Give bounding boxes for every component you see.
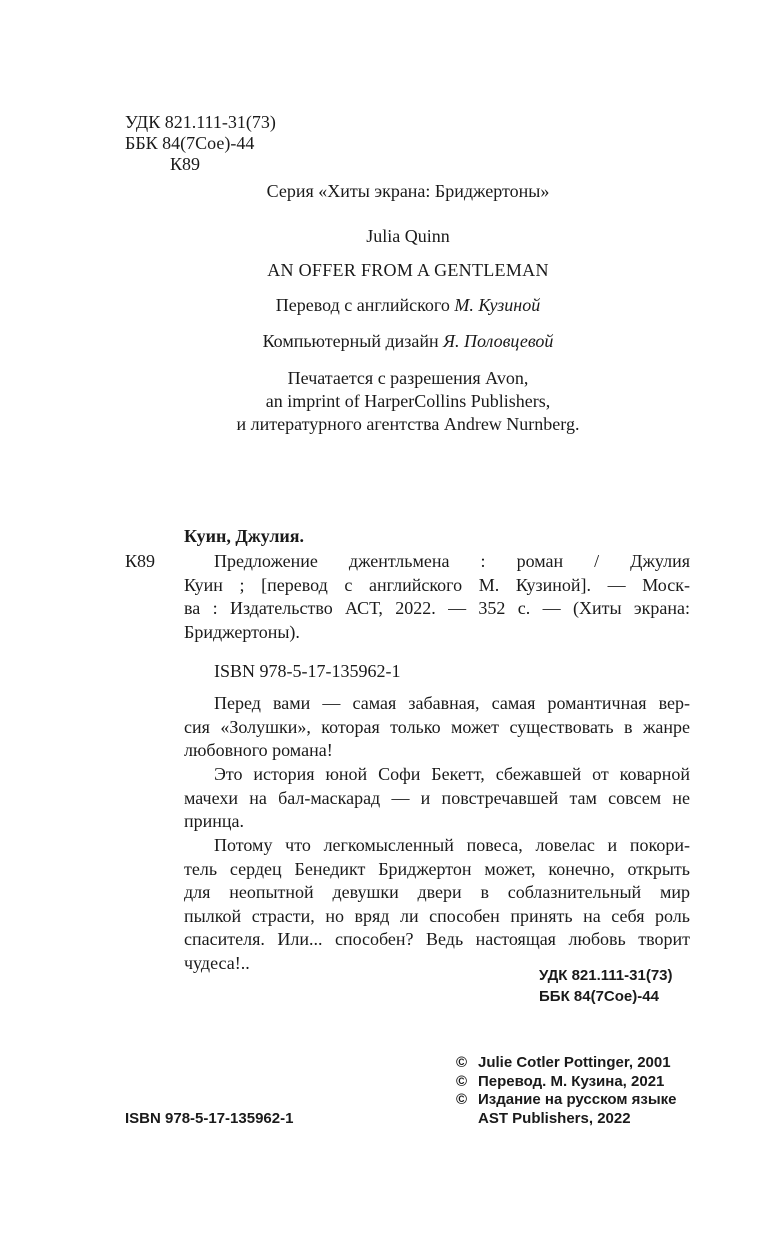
design-credit	[0, 330, 768, 352]
catalog-mark: К89	[125, 551, 156, 571]
annotation-line: любовного романа!	[184, 740, 333, 760]
annotation-line: принца.	[184, 811, 245, 831]
translation-label: Перевод с английского	[275, 295, 450, 315]
copyright-line	[456, 1091, 677, 1110]
catalog-line: Бриджертоны).	[184, 621, 300, 642]
bbk-code: ББК 84(7Сое)-44	[125, 133, 255, 153]
annotation-paragraph-3	[184, 834, 690, 975]
catalog-heading: Куин, Джулия.	[184, 526, 305, 546]
annotation-paragraph-2	[184, 763, 690, 834]
annotation-line: тель сердец Бенедикт Бриджертон может, конечно, открыть	[184, 858, 690, 879]
design-label: Компьютерный дизайн	[262, 331, 439, 351]
catalog-line: Предложение джентльмена : роман / Джулия	[214, 551, 690, 571]
catalog-line: ва : Издательство АСТ, 2022. — 352 с. — (Хиты экрана:	[184, 598, 690, 618]
copyright-symbol: ©	[456, 1054, 468, 1071]
annotation-line: Это история юной Софи Бекетт, сбежавшей от коварной	[214, 764, 690, 784]
series-line: Серия «Хиты экрана: Бриджертоны»	[266, 181, 550, 201]
annotation-line: чудеса!..	[184, 952, 250, 973]
annotation-line: сия «Золушки», которая только может существовать в жанре	[184, 716, 690, 737]
annotation-line: пылкой страсти, но вряд ли способен принять на себя роль	[184, 905, 690, 926]
copyright-text: Перевод. М. Кузина, 2021	[478, 1072, 665, 1090]
copyright-line	[456, 1110, 677, 1129]
copyright-line	[456, 1054, 677, 1073]
translator-name: М. Кузиной	[454, 295, 541, 315]
annotation-line: для неопытной девушки двери в соблазнительный мир	[184, 882, 690, 902]
annotation-line: Перед вами — самая забавная, самая романтичная вер-	[214, 693, 690, 713]
designer-name: Я. Половцевой	[443, 331, 554, 351]
copyright-text: Julie Cotler Pottinger, 2001	[478, 1054, 671, 1071]
copyright-block	[456, 1054, 677, 1128]
footer-bbk-code: ББК 84(7Сое)-44	[539, 988, 659, 1005]
catalog-isbn: ISBN 978-5-17-135962-1	[214, 661, 401, 681]
permission-block	[0, 367, 768, 436]
copyright-line	[456, 1073, 677, 1092]
copyright-symbol: ©	[456, 1091, 468, 1108]
udk-code: УДК 821.111-31(73)	[125, 112, 276, 132]
annotation-line: Потому что легкомысленный повеса, ловелас и покори-	[214, 835, 690, 855]
annotation-line: мачехи на бал-маскарад — и повстречавшей там совсем не	[184, 787, 690, 808]
permission-line: Печатается с разрешения Avon,	[287, 368, 529, 388]
annotation-line: спасителя. Или... способен? Ведь настоящая любовь творит	[184, 929, 690, 949]
permission-line: an imprint of HarperCollins Publishers,	[265, 391, 551, 411]
catalog-description	[184, 550, 690, 644]
catalog-line: Куин ; [перевод с английского М. Кузиной]. — Моск-	[184, 574, 690, 595]
author-mark: К89	[170, 154, 201, 174]
copyright-symbol: ©	[456, 1072, 468, 1090]
original-title: AN OFFER FROM A GENTLEMAN	[267, 260, 549, 280]
copyright-text: Издание на русском языке	[478, 1091, 677, 1108]
copyright-text: AST Publishers, 2022	[478, 1109, 631, 1127]
translation-credit	[0, 294, 768, 316]
permission-line: и литературного агентства Andrew Nurnberg.	[236, 414, 580, 434]
footer-udk-code: УДК 821.111-31(73)	[539, 967, 673, 984]
annotation-paragraph-1	[184, 692, 690, 763]
footer-isbn: ISBN 978-5-17-135962-1	[125, 1110, 294, 1127]
original-author: Julia Quinn	[366, 226, 450, 246]
